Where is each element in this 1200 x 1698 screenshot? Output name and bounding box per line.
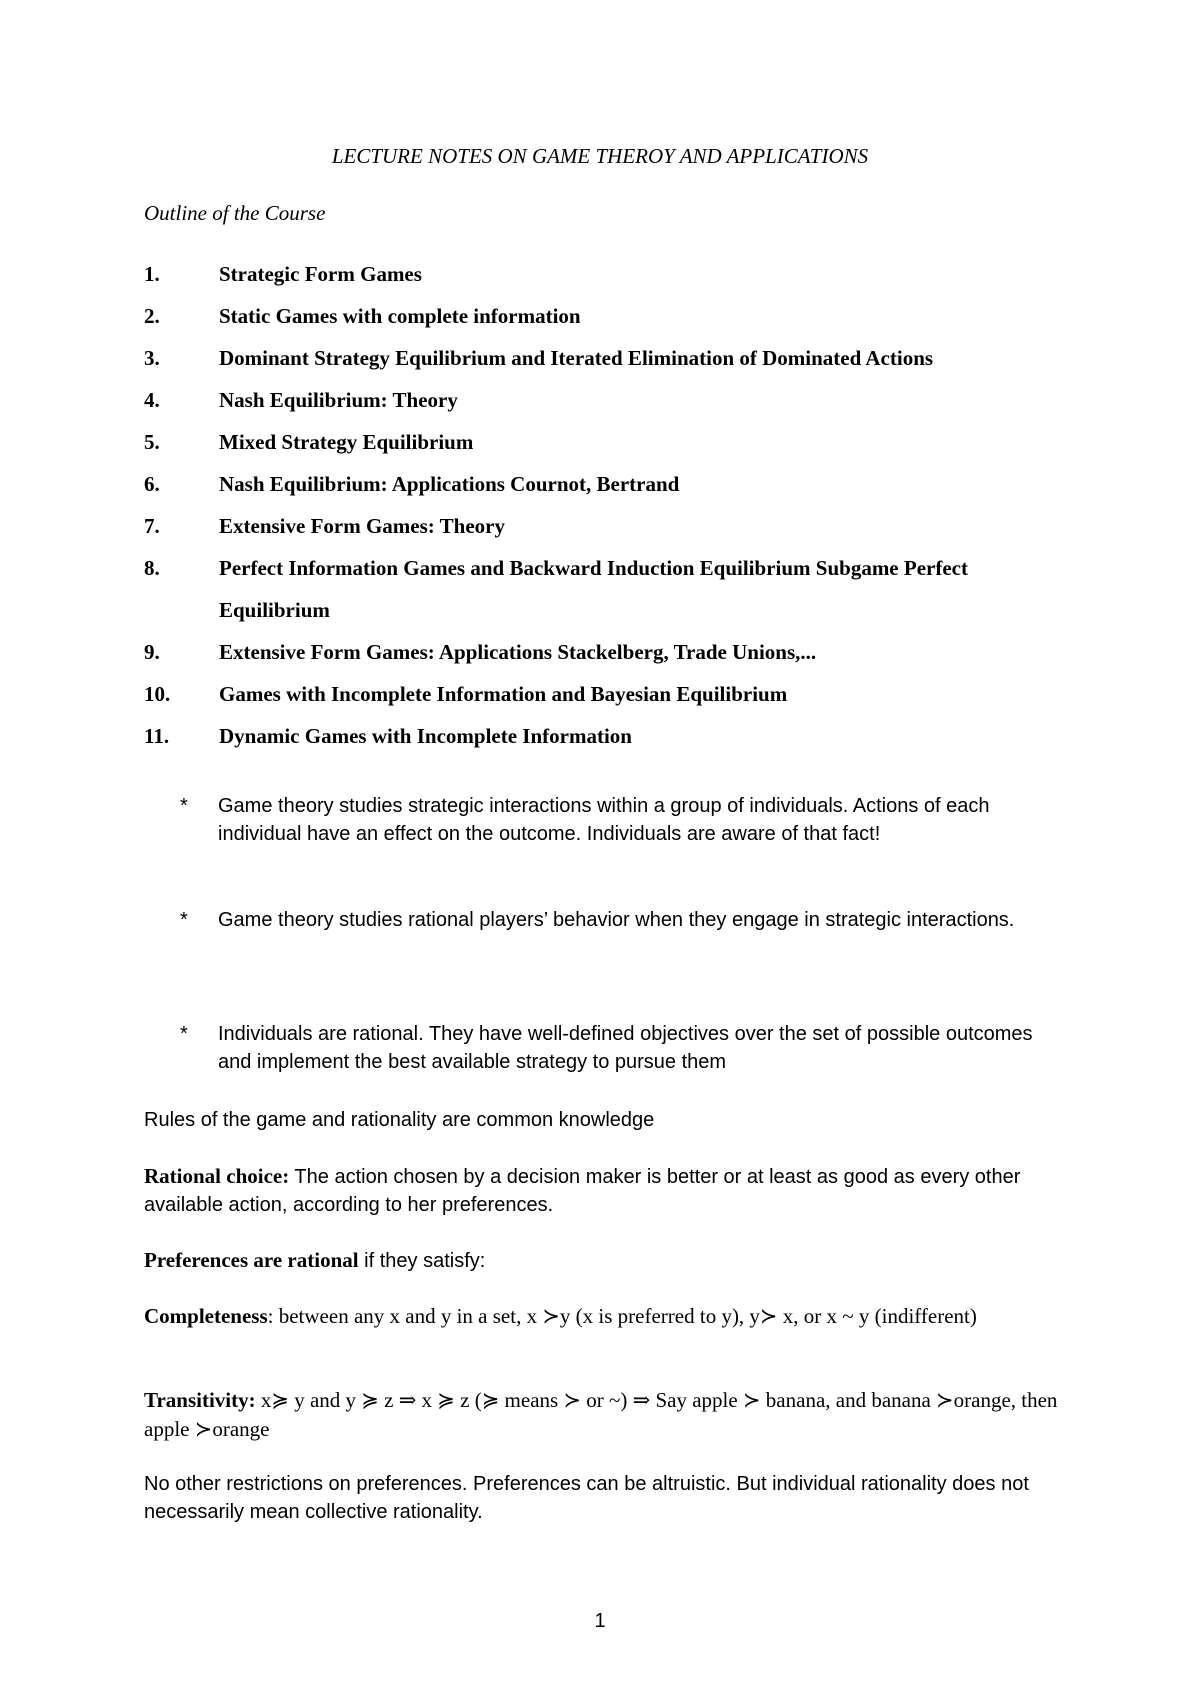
bullet-text: Game theory studies rational players’ behavior when they engage in strategic interactions. [218,909,1015,931]
outline-number: 3. [144,346,160,370]
transitivity-paragraph [144,1386,1064,1444]
preferences-label: Preferences are rational [144,1248,359,1272]
completeness-text: : between any x and y in a set, x ≻y (x is preferred to y), y≻ x, or x ~ y (indifferent) [267,1304,977,1328]
outline-text: Extensive Form Games: Applications Stackelberg, Trade Unions,... [219,640,817,664]
outline-number: 11. [144,724,170,748]
outline-heading: Outline of the Course [144,201,326,225]
preferences-text: if they satisfy: [358,1250,486,1272]
outline-item [144,673,979,715]
transitivity-label: Transitivity: [144,1388,256,1412]
bullet-item [180,792,1060,848]
bullet-text: Game theory studies strategic interactions within a group of individuals. Actions of each individual have an effect on the outcome. Individuals are aware of that fact! [218,795,990,845]
outline-item [144,463,979,505]
bullet-item [180,906,1060,934]
asterisk-bullet-icon: * [180,909,188,931]
course-outline-list [144,253,979,757]
outline-number: 5. [144,430,160,454]
outline-item [144,379,979,421]
completeness-paragraph [144,1302,1064,1331]
outline-item [144,505,979,547]
outline-number: 10. [144,682,171,706]
outline-item [144,421,979,463]
rational-choice-label: Rational choice: [144,1164,290,1188]
page-number: 1 [594,1610,606,1632]
completeness-label: Completeness [144,1304,268,1328]
outline-text: Mixed Strategy Equilibrium [219,430,474,454]
outline-text: Static Games with complete information [219,304,581,328]
outline-number: 7. [144,514,160,538]
outline-number: 8. [144,556,160,580]
outline-text: Dynamic Games with Incomplete Information [219,724,632,748]
outline-number: 1. [144,262,160,286]
outline-item [144,715,979,757]
outline-item [144,631,979,673]
outline-text: Nash Equilibrium: Applications Cournot, Bertrand [219,472,680,496]
asterisk-bullet-icon: * [180,1023,188,1045]
document-title: LECTURE NOTES ON GAME THEROY AND APPLICATIONS [331,144,869,168]
outline-text: Dominant Strategy Equilibrium and Iterated Elimination of Dominated Actions [219,346,934,370]
outline-item [144,295,979,337]
outline-text: Nash Equilibrium: Theory [219,388,458,412]
outline-number: 2. [144,304,160,328]
rules-paragraph: Rules of the game and rationality are common knowledge [144,1109,655,1131]
rational-choice-text: The action chosen by a decision maker is better or at least as good as every other available action, according to her preferences. [144,1166,1021,1216]
rational-choice-paragraph [144,1162,1064,1219]
outline-number: 4. [144,388,160,412]
outline-text: Extensive Form Games: Theory [219,514,505,538]
outline-item [144,253,979,295]
bullet-text: Individuals are rational. They have well-defined objectives over the set of possible outcomes and implement the best available strategy to pursue them [218,1023,1033,1073]
outline-text: Perfect Information Games and Backward Induction Equilibrium Subgame Perfect Equilibrium [219,556,968,622]
outline-text: Strategic Form Games [219,262,422,286]
transitivity-text: x≽ y and y ≽ z ⇒ x ≽ z (≽ means ≻ or ~) ⇒ Say apple ≻ banana, and banana ≻orange, then apple ≻orange [144,1388,1058,1441]
preferences-paragraph [144,1246,1064,1275]
outline-number: 9. [144,640,160,664]
outline-item [144,337,979,379]
outline-number: 6. [144,472,160,496]
closing-paragraph: No other restrictions on preferences. Preferences can be altruistic. But individual rationality does not necessarily mean collective rationality. [144,1473,1029,1523]
bullet-item [180,1020,1060,1076]
asterisk-bullet-icon: * [180,795,188,817]
outline-text: Games with Incomplete Information and Bayesian Equilibrium [219,682,788,706]
outline-item [144,547,979,631]
